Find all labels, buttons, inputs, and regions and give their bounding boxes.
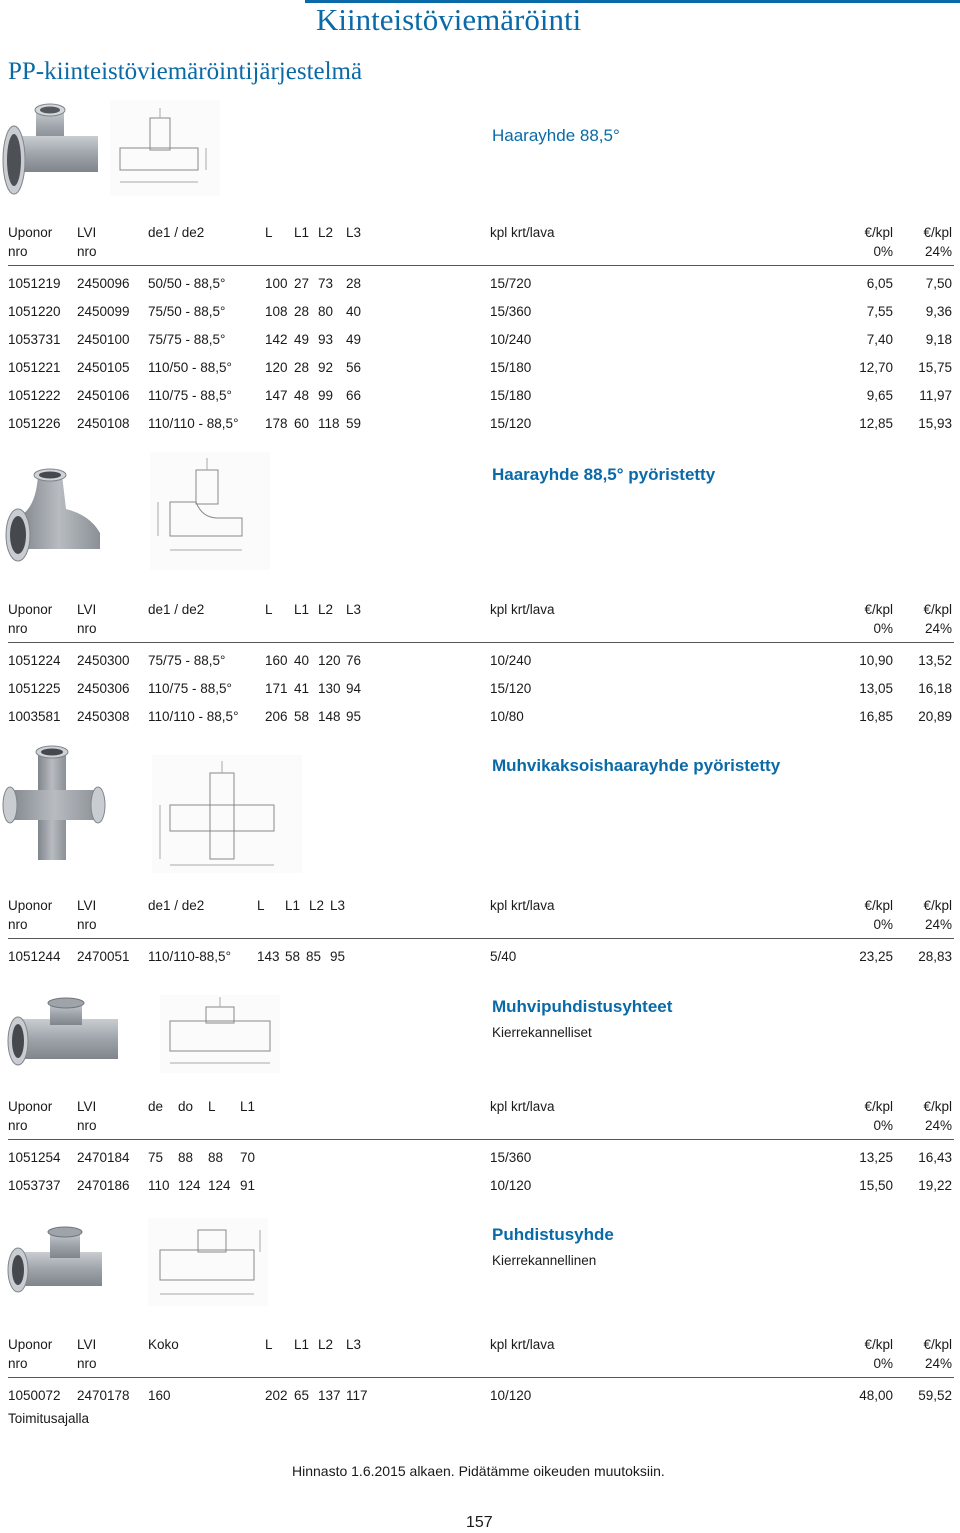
cell-l1: 40 (294, 653, 310, 668)
table-haarayhde (0, 225, 960, 438)
cell-l: 88 (208, 1150, 224, 1165)
table-rule (8, 642, 954, 643)
cell-price-24: 28,83 (918, 949, 952, 964)
table-row (0, 270, 960, 298)
col-header-dims: de1 / de2 (148, 602, 205, 617)
cell-l: 206 (265, 709, 288, 724)
col-header-price24: €/kpl (923, 602, 952, 617)
cell-l: 147 (265, 388, 288, 403)
cell-uponor-nro: 1051224 (8, 653, 61, 668)
col-header-do: do (178, 1099, 194, 1114)
cell-l1: 27 (294, 276, 310, 291)
col-header-dims: de1 / de2 (148, 898, 205, 913)
table-haarayhde-pyoristetty (0, 602, 960, 731)
cell-price-24: 16,43 (918, 1150, 952, 1165)
cell-size: 110/110 - 88,5° (148, 709, 239, 724)
cell-kpl: 10/80 (490, 709, 524, 724)
cell-price-0: 13,05 (859, 681, 893, 696)
table-row (0, 354, 960, 382)
cell-kpl: 10/120 (490, 1388, 532, 1403)
table-rule (8, 938, 954, 939)
table-rule (8, 265, 954, 266)
technical-drawing-cleanout (160, 995, 280, 1073)
product-photo-tee (2, 96, 102, 200)
col-header-lvi: LVI (77, 602, 97, 617)
cell-l2: 148 (318, 709, 341, 724)
col-header-uponor: Uponor (8, 898, 53, 913)
cell-price-0: 12,85 (859, 416, 893, 431)
cell-size: 110/50 - 88,5° (148, 360, 232, 375)
cell-lvi-nro: 2470051 (77, 949, 130, 964)
col-subheader-uponor: nro (8, 244, 28, 259)
cell-price-24: 16,18 (918, 681, 952, 696)
cell-size: 160 (148, 1388, 171, 1403)
cell-price-0: 7,55 (866, 304, 893, 319)
col-header-l1: L1 (240, 1099, 256, 1114)
col-header-l: L (257, 898, 265, 913)
col-subheader-lvi: nro (77, 1118, 97, 1133)
cell-uponor-nro: 1051219 (8, 276, 61, 291)
cell-price-0: 12,70 (859, 360, 893, 375)
col-header-kpl: kpl krt/lava (490, 602, 555, 617)
col-header-uponor: Uponor (8, 602, 53, 617)
col-header-l2: L2 (318, 1337, 334, 1352)
col-header-l3: L3 (346, 602, 362, 617)
col-header-price24: €/kpl (923, 1099, 952, 1114)
col-header-price0: €/kpl (864, 225, 893, 240)
cell-kpl: 15/720 (490, 276, 532, 291)
col-header-l3: L3 (346, 1337, 362, 1352)
table-rule (8, 1139, 954, 1140)
col-subheader-lvi: nro (77, 621, 97, 636)
cell-l3: 117 (346, 1388, 368, 1403)
cell-uponor-nro: 1050072 (8, 1388, 61, 1403)
col-subheader-price0: 0% (873, 1118, 893, 1133)
cell-do: 88 (178, 1150, 194, 1165)
col-subheader-uponor: nro (8, 1356, 28, 1371)
cell-l1: 28 (294, 360, 310, 375)
col-header-price24: €/kpl (923, 1337, 952, 1352)
cell-l1: 58 (285, 949, 301, 964)
cell-price-0: 23,25 (859, 949, 893, 964)
cell-l: 124 (208, 1178, 231, 1193)
cell-l3: 66 (346, 388, 362, 403)
cell-do: 124 (178, 1178, 201, 1193)
col-header-l2: L2 (318, 602, 334, 617)
col-header-uponor: Uponor (8, 1337, 53, 1352)
technical-drawing-tee (110, 100, 220, 196)
section-title-muhvipuhdistusyhteet: Muhvipuhdistusyhteet (492, 997, 673, 1016)
col-subheader-uponor: nro (8, 917, 28, 932)
cell-l3: 28 (346, 276, 362, 291)
col-header-l3: L3 (346, 225, 362, 240)
cell-size: 110/75 - 88,5° (148, 388, 232, 403)
cell-l3: 40 (346, 304, 362, 319)
col-header-uponor: Uponor (8, 1099, 53, 1114)
cell-l2: 130 (318, 681, 341, 696)
col-header-l1: L1 (285, 898, 301, 913)
table-row (0, 1172, 960, 1200)
col-header-kpl: kpl krt/lava (490, 1099, 555, 1114)
section-title-puhdistusyhde: Puhdistusyhde (492, 1225, 614, 1244)
cell-price-0: 16,85 (859, 709, 893, 724)
cell-l1: 41 (294, 681, 310, 696)
cell-l2: 137 (318, 1388, 341, 1403)
cell-size: 110/110-88,5° (148, 949, 231, 964)
cell-l1: 48 (294, 388, 310, 403)
cell-kpl: 10/240 (490, 653, 532, 668)
cell-de: 75 (148, 1150, 164, 1165)
col-header-l2: L2 (318, 225, 334, 240)
col-subheader-price0: 0% (873, 244, 893, 259)
cell-size: 75/75 - 88,5° (148, 653, 226, 668)
cell-size: 110/75 - 88,5° (148, 681, 232, 696)
table-rule (8, 1377, 954, 1378)
cell-uponor-nro: 1053737 (8, 1178, 61, 1193)
cell-lvi-nro: 2470178 (77, 1388, 130, 1403)
col-subheader-price24: 24% (924, 917, 952, 932)
cell-l: 202 (265, 1388, 288, 1403)
cell-l2: 85 (306, 949, 322, 964)
col-header-l1: L1 (294, 1337, 310, 1352)
table-muhvikaksoishaarayhde (0, 898, 960, 971)
cell-l: 178 (265, 416, 288, 431)
cell-kpl: 15/360 (490, 1150, 532, 1165)
cell-size: 75/50 - 88,5° (148, 304, 226, 319)
table-row (0, 1382, 960, 1410)
cell-lvi-nro: 2450108 (77, 416, 130, 431)
cell-l1: 65 (294, 1388, 310, 1403)
col-header-kpl: kpl krt/lava (490, 1337, 555, 1352)
cell-l1: 70 (240, 1150, 256, 1165)
cell-l: 171 (265, 681, 288, 696)
cell-price-24: 15,75 (918, 360, 952, 375)
col-header-l: L (208, 1099, 216, 1114)
cell-price-24: 11,97 (919, 388, 952, 403)
col-header-price0: €/kpl (864, 898, 893, 913)
cell-lvi-nro: 2450300 (77, 653, 130, 668)
cell-l3: 95 (346, 709, 362, 724)
cell-price-0: 48,00 (859, 1388, 893, 1403)
col-header-price0: €/kpl (864, 1099, 893, 1114)
cell-lvi-nro: 2450306 (77, 681, 130, 696)
col-header-uponor: Uponor (8, 225, 53, 240)
footer-note: Hinnasto 1.6.2015 alkaen. Pidätämme oikeuden muutoksiin. (292, 1463, 665, 1479)
col-subheader-price24: 24% (924, 244, 952, 259)
cell-lvi-nro: 2450308 (77, 709, 130, 724)
cell-uponor-nro: 1051220 (8, 304, 61, 319)
cell-lvi-nro: 2450096 (77, 276, 130, 291)
cell-l2: 93 (318, 332, 334, 347)
cell-l1: 91 (240, 1178, 256, 1193)
section-title-haarayhde: Haarayhde 88,5° (492, 126, 620, 145)
cell-l2: 118 (318, 416, 340, 431)
cell-l: 160 (265, 653, 288, 668)
cell-price-24: 20,89 (918, 709, 952, 724)
cell-price-0: 9,65 (866, 388, 893, 403)
table-puhdistusyhde (0, 1337, 960, 1410)
cell-de: 110 (148, 1178, 170, 1193)
col-subheader-lvi: nro (77, 1356, 97, 1371)
cell-size: 50/50 - 88,5° (148, 276, 226, 291)
col-header-l: L (265, 1337, 273, 1352)
cell-price-24: 7,50 (925, 276, 952, 291)
cell-uponor-nro: 1051225 (8, 681, 61, 696)
cell-price-0: 15,50 (859, 1178, 893, 1193)
cell-l: 143 (257, 949, 280, 964)
page-number: 157 (466, 1514, 493, 1531)
cell-uponor-nro: 1053731 (8, 332, 61, 347)
cell-l1: 28 (294, 304, 310, 319)
table-row (0, 647, 960, 675)
cell-l3: 49 (346, 332, 362, 347)
cell-lvi-nro: 2450099 (77, 304, 130, 319)
product-photo-tee-rounded (4, 465, 108, 565)
col-subheader-price24: 24% (924, 621, 952, 636)
technical-drawing-cleaning-fitting (148, 1218, 268, 1306)
cell-size: 75/75 - 88,5° (148, 332, 226, 347)
table-muhvipuhdistusyhteet (0, 1099, 960, 1200)
cell-price-24: 9,18 (925, 332, 952, 347)
col-header-lvi: LVI (77, 1337, 97, 1352)
table-row (0, 675, 960, 703)
col-subheader-price0: 0% (873, 917, 893, 932)
cell-l: 108 (265, 304, 288, 319)
col-header-dims: de1 / de2 (148, 225, 205, 240)
section-subtitle-kierrekannellinen: Kierrekannellinen (492, 1253, 597, 1268)
cell-l1: 60 (294, 416, 310, 431)
col-header-price0: €/kpl (864, 602, 893, 617)
col-header-de: de (148, 1099, 164, 1114)
cell-lvi-nro: 2470186 (77, 1178, 130, 1193)
cell-l3: 59 (346, 416, 362, 431)
cell-l: 100 (265, 276, 288, 291)
page-subtitle: PP-kiinteistöviemäröintijärjestelmä (8, 58, 363, 85)
cell-kpl: 15/360 (490, 304, 532, 319)
table-row (0, 943, 960, 971)
col-subheader-price24: 24% (924, 1118, 952, 1133)
cell-price-0: 10,90 (859, 653, 893, 668)
col-subheader-price0: 0% (873, 1356, 893, 1371)
technical-drawing-cross (152, 755, 302, 873)
cell-uponor-nro: 1003581 (8, 709, 61, 724)
cell-kpl: 5/40 (490, 949, 517, 964)
cell-l: 142 (265, 332, 288, 347)
cell-l3: 56 (346, 360, 362, 375)
cell-kpl: 10/120 (490, 1178, 532, 1193)
cell-lvi-nro: 2470184 (77, 1150, 130, 1165)
cell-price-24: 15,93 (918, 416, 952, 431)
cell-price-0: 13,25 (859, 1150, 893, 1165)
col-header-lvi: LVI (77, 898, 97, 913)
cell-l2: 92 (318, 360, 334, 375)
cell-price-24: 19,22 (918, 1178, 952, 1193)
col-header-price0: €/kpl (864, 1337, 893, 1352)
cell-kpl: 10/240 (490, 332, 532, 347)
section-title-haarayhde-pyoristetty: Haarayhde 88,5° pyöristetty (492, 465, 716, 484)
section-title-muhvikaksoishaarayhde: Muhvikaksoishaarayhde pyöristetty (492, 756, 781, 775)
cell-l1: 58 (294, 709, 310, 724)
page-title: Kiinteistöviemäröinti (316, 2, 582, 37)
col-header-kpl: kpl krt/lava (490, 898, 555, 913)
cell-uponor-nro: 1051254 (8, 1150, 61, 1165)
cell-uponor-nro: 1051222 (8, 388, 61, 403)
col-subheader-uponor: nro (8, 621, 28, 636)
cell-kpl: 15/120 (490, 681, 532, 696)
col-header-l1: L1 (294, 602, 310, 617)
cell-kpl: 15/120 (490, 416, 532, 431)
cell-kpl: 15/180 (490, 360, 532, 375)
col-subheader-lvi: nro (77, 244, 97, 259)
table-row (0, 1144, 960, 1172)
col-subheader-lvi: nro (77, 917, 97, 932)
cell-uponor-nro: 1051244 (8, 949, 61, 964)
product-photo-cleaning-fitting (4, 1222, 108, 1304)
cell-uponor-nro: 1051221 (8, 360, 61, 375)
col-header-lvi: LVI (77, 225, 97, 240)
cell-lvi-nro: 2450100 (77, 332, 130, 347)
cell-lvi-nro: 2450106 (77, 388, 130, 403)
technical-drawing-tee-rounded (150, 452, 270, 570)
cell-uponor-nro: 1051226 (8, 416, 61, 431)
cell-l1: 49 (294, 332, 310, 347)
col-header-price24: €/kpl (923, 898, 952, 913)
cell-price-0: 6,05 (866, 276, 893, 291)
col-header-koko: Koko (148, 1337, 179, 1352)
table-row (0, 410, 960, 438)
cell-size: 110/110 - 88,5° (148, 416, 239, 431)
product-photo-cross (2, 742, 106, 866)
cell-l2: 80 (318, 304, 334, 319)
table-row (0, 298, 960, 326)
col-header-kpl: kpl krt/lava (490, 225, 555, 240)
cell-l2: 73 (318, 276, 334, 291)
table-row (0, 382, 960, 410)
cell-price-24: 13,52 (918, 653, 952, 668)
col-header-l2: L2 (309, 898, 325, 913)
col-subheader-price24: 24% (924, 1356, 952, 1371)
cell-l: 120 (265, 360, 288, 375)
cell-price-0: 7,40 (866, 332, 893, 347)
col-header-lvi: LVI (77, 1099, 97, 1114)
table-row (0, 326, 960, 354)
col-header-l1: L1 (294, 225, 310, 240)
product-photo-cleanout (4, 995, 128, 1075)
col-header-l: L (265, 225, 273, 240)
col-header-price24: €/kpl (923, 225, 952, 240)
cell-kpl: 15/180 (490, 388, 532, 403)
col-subheader-uponor: nro (8, 1118, 28, 1133)
cell-l3: 76 (346, 653, 362, 668)
cell-l2: 120 (318, 653, 341, 668)
cell-l2: 99 (318, 388, 334, 403)
cell-price-24: 9,36 (925, 304, 952, 319)
delivery-note: Toimitusajalla (8, 1411, 90, 1426)
cell-price-24: 59,52 (918, 1388, 952, 1403)
cell-l3: 95 (330, 949, 346, 964)
cell-l3: 94 (346, 681, 362, 696)
col-header-l: L (265, 602, 273, 617)
section-subtitle-kierrekannelliset: Kierrekannelliset (492, 1025, 592, 1040)
col-header-l3: L3 (330, 898, 346, 913)
cell-lvi-nro: 2450105 (77, 360, 130, 375)
col-subheader-price0: 0% (873, 621, 893, 636)
table-row (0, 703, 960, 731)
